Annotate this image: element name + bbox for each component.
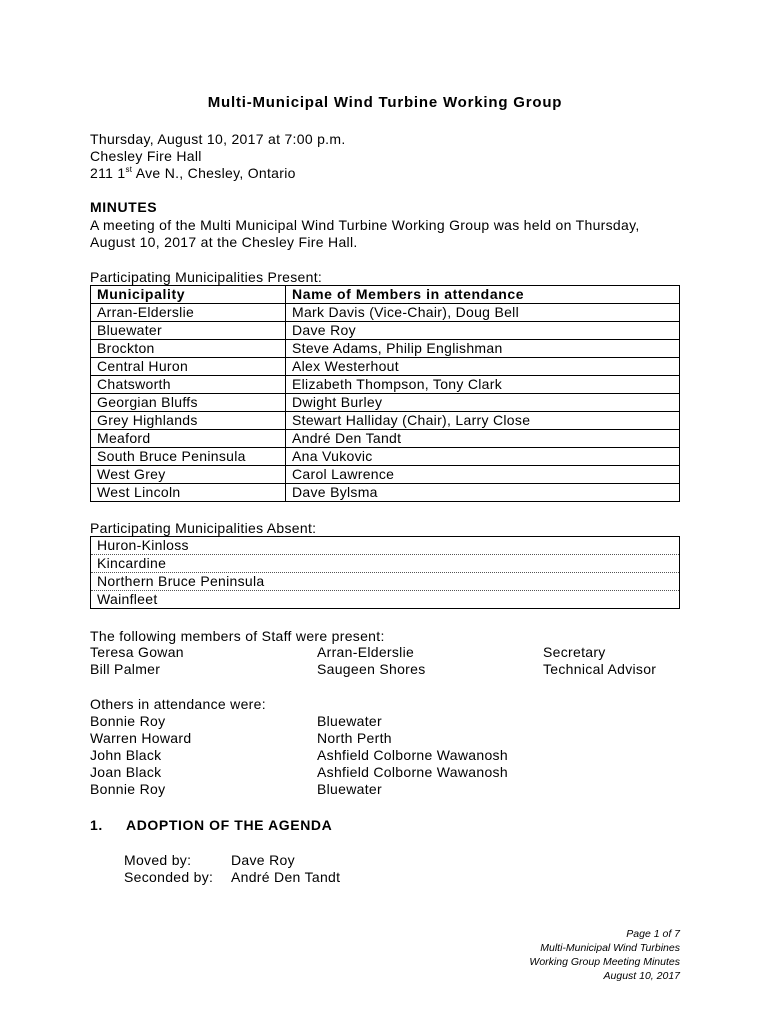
staff-municipality: Saugeen Shores [317, 661, 426, 677]
municipality-cell: West Grey [91, 466, 286, 484]
municipality-cell: Meaford [91, 430, 286, 448]
document-title: Multi-Municipal Wind Turbine Working Group [207, 94, 563, 111]
table-row [91, 358, 680, 376]
municipality-cell: Bluewater [91, 322, 286, 340]
page-footer [529, 927, 680, 983]
footer-date: August 10, 2017 [603, 970, 680, 982]
staff-name: Bill Palmer [90, 661, 161, 677]
footer-line2: Multi-Municipal Wind Turbines [540, 942, 680, 954]
moved-by-value: Dave Roy [231, 852, 295, 868]
members-cell: André Den Tandt [286, 430, 680, 448]
members-cell: Ana Vukovic [286, 448, 680, 466]
attendee-municipality: Bluewater [317, 713, 382, 729]
table-row [91, 430, 680, 448]
members-cell: Alex Westerhout [286, 358, 680, 376]
municipality-cell: Georgian Bluffs [91, 394, 286, 412]
minutes-paragraph-line2: August 10, 2017 at the Chesley Fire Hall. [90, 234, 358, 250]
footer-page-number: Page 1 of 7 [626, 928, 680, 940]
municipality-cell: Grey Highlands [91, 412, 286, 430]
members-cell: Mark Davis (Vice-Chair), Doug Bell [286, 304, 680, 322]
address-superscript: st [125, 165, 133, 174]
attendee-name: Warren Howard [90, 730, 192, 746]
staff-municipality: Arran-Elderslie [317, 644, 415, 660]
table-row [91, 448, 680, 466]
staff-name: Teresa Gowan [90, 644, 184, 660]
present-table [90, 285, 680, 502]
municipality-cell: West Lincoln [91, 484, 286, 502]
seconded-by-value: André Den Tandt [231, 869, 341, 885]
attendee-name: Bonnie Roy [90, 781, 166, 797]
table-row [91, 591, 680, 609]
absent-municipality-cell: Northern Bruce Peninsula [91, 573, 680, 591]
seconded-by-label: Seconded by: [124, 869, 214, 885]
table-row [91, 304, 680, 322]
footer-line3: Working Group Meeting Minutes [529, 956, 680, 968]
others-label: Others in attendance were: [90, 696, 266, 712]
staff-role: Technical Advisor [543, 661, 657, 677]
table-header-row [91, 286, 680, 304]
attendee-name: Bonnie Roy [90, 713, 166, 729]
absent-municipality-cell: Wainfleet [91, 591, 680, 609]
absent-table [90, 536, 680, 609]
table-row [91, 484, 680, 502]
attendee-name: John Black [90, 747, 162, 763]
meeting-venue: Chesley Fire Hall [90, 148, 202, 164]
header-members: Name of Members in attendance [286, 286, 680, 304]
absent-municipality-cell: Huron-Kinloss [91, 537, 680, 555]
attendee-municipality: Ashfield Colborne Wawanosh [317, 764, 508, 780]
members-cell: Carol Lawrence [286, 466, 680, 484]
members-cell: Dave Roy [286, 322, 680, 340]
attendee-name: Joan Black [90, 764, 162, 780]
staff-role: Secretary [543, 644, 606, 660]
table-row [91, 537, 680, 555]
staff-label: The following members of Staff were present: [90, 628, 385, 644]
members-cell: Dave Bylsma [286, 484, 680, 502]
table-row [91, 555, 680, 573]
members-cell: Elizabeth Thompson, Tony Clark [286, 376, 680, 394]
minutes-paragraph-line1: A meeting of the Multi Municipal Wind Turbine Working Group was held on Thursday, [90, 217, 640, 233]
municipality-cell: Arran-Elderslie [91, 304, 286, 322]
attendee-municipality: Ashfield Colborne Wawanosh [317, 747, 508, 763]
address-rest: Ave N., Chesley, Ontario [132, 165, 296, 181]
agenda-number: 1. [90, 817, 103, 833]
meeting-address [90, 164, 296, 182]
address-number: 211 1 [90, 165, 126, 181]
table-row [91, 376, 680, 394]
absent-label: Participating Municipalities Absent: [90, 520, 317, 536]
municipality-cell: Brockton [91, 340, 286, 358]
municipality-cell: South Bruce Peninsula [91, 448, 286, 466]
table-row [91, 394, 680, 412]
members-cell: Dwight Burley [286, 394, 680, 412]
table-row [91, 322, 680, 340]
absent-municipality-cell: Kincardine [91, 555, 680, 573]
municipality-cell: Central Huron [91, 358, 286, 376]
minutes-heading: MINUTES [90, 199, 158, 215]
table-row [91, 412, 680, 430]
attendee-municipality: North Perth [317, 730, 392, 746]
present-label: Participating Municipalities Present: [90, 269, 323, 285]
members-cell: Stewart Halliday (Chair), Larry Close [286, 412, 680, 430]
members-cell: Steve Adams, Philip Englishman [286, 340, 680, 358]
attendee-municipality: Bluewater [317, 781, 382, 797]
meeting-date: Thursday, August 10, 2017 at 7:00 p.m. [90, 131, 346, 147]
moved-by-label: Moved by: [124, 852, 192, 868]
table-row [91, 340, 680, 358]
agenda-heading: ADOPTION OF THE AGENDA [126, 817, 333, 833]
municipality-cell: Chatsworth [91, 376, 286, 394]
table-row [91, 573, 680, 591]
header-municipality: Municipality [91, 286, 286, 304]
table-row [91, 466, 680, 484]
